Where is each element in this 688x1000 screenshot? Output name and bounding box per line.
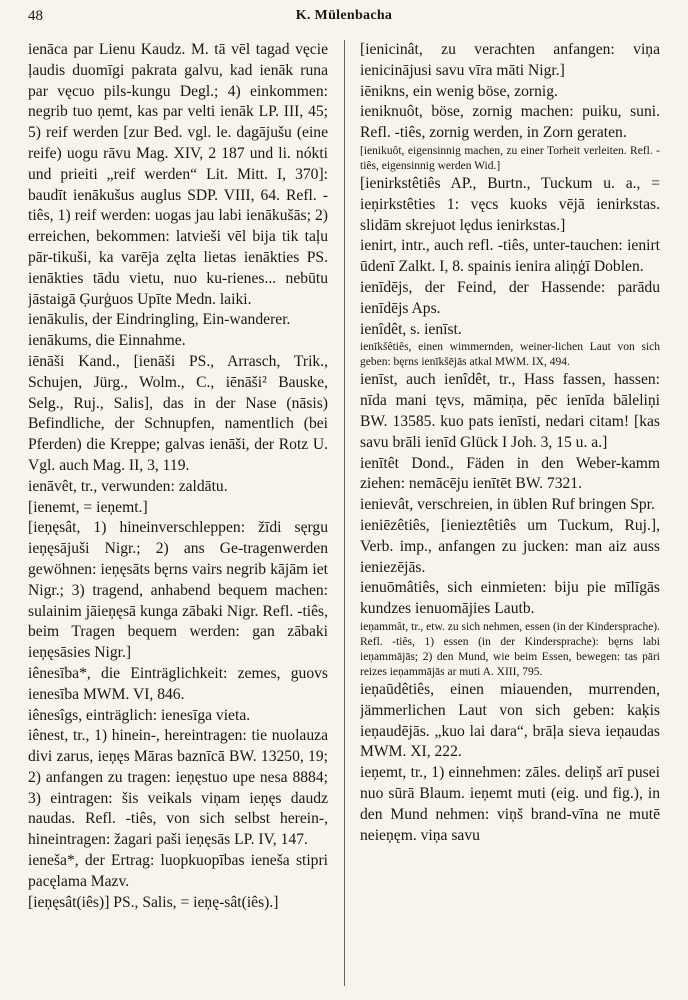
page-header [28,8,660,36]
dictionary-entry: ienîdêt, s. ienīst. [360,320,462,338]
dictionary-entry: ieņemt, tr., 1) einnehmen: zāles. deliņš arī pusei nuo sūrā Blaum. ieņemt muti (eig. und fig.), in den Mund nehmen: viņš brand-vīna ne mutē neieņęm. viņa savu [360,764,660,844]
dictionary-entry: ienirt, intr., auch refl. -tiês, unter-tauchen: ienirt ūdenī Zalkt. I, 8. spainis ienira aliņģī Doblen. [360,237,660,276]
dictionary-entry: ienākums, die Einnahme. [28,332,186,350]
dictionary-entry: [ienirkstêtiês AP., Burtn., Tuckum u. a., = ieņirkstêties 1: vęcs kuoks vējā ienirkstas. slidām skrejuot lędus ienirkstas.] [360,174,660,234]
right-column [360,40,660,990]
dictionary-entry: [ienemt, = ieņemt.] [28,498,148,516]
column-divider [344,40,345,986]
dictionary-entry: iênesîgs, einträglich: ienesīga vieta. [28,706,251,724]
dictionary-entry: iênest, tr., 1) hinein-, hereintragen: tie nuolauza divi zarus, ieņęs Māras baznīcā BW. 13250, 19; 2) anfangen zu tragen: ieņęstuo upe nesa 8884; 3) eintragen: šis veikals viņam ieņęs daudz naudas. Refl. -tiês, von sich selbst herein-, hineintragen: žagari paši ieņęsās LP. IV, 147. [28,727,328,849]
dictionary-entry: ienievât, verschreien, in üblen Ruf bringen Spr. [360,496,655,514]
dictionary-entry: ieneša*, der Ertrag: luopkuopības ieneša stipri pacęlama Mazv. [28,852,328,890]
dictionary-entry: ienīkšêtiês, einen wimmernden, weiner-lichen Laut von sich geben: bęrns ienīkšējās atkal MWM. IX, 494. [360,341,660,369]
dictionary-entry: ienāca par Lienu Kaudz. M. tā vēl tagad vęcie ļaudis duomīgi pakrata galvu, kad ienāk runa par vęcuo pils-kungu Degl.; 4) einkommen: negrib tuo ņemt, kas par velti ienāk LP. III, 45; 5) reif werden [zur Bed. vgl. le. dagājušu (eine reife) uogu rāvu Mag. XIV, 2 187 und li. nókti und prieiti „reif werden“ Lit. Mitt. I, 370]: baudīt ienākušus auglus SDP. VIII, 64. Refl. -tiês, 1) reif werden: uogas jau labi ienākušās; 2) erreichen, bekommen: latvieši vēl bija tik taļu pār-tikuši, ka varēja zęlta lietas ienākties PS. ienākties tādu vietu, nuo ku-rienes... nebūtu jāstaigā Ģurģuos Upīte Medn. laiki. [28,41,328,308]
left-column [28,40,328,990]
dictionary-entry: ieņammât, tr., etw. zu sich nehmen, essen (in der Kindersprache). Refl. -tiês, 1) essen (in der Kindersprache): bęrns labi ieņammājās; 2) den Mund, wie beim Essen, bewegen: tas pāri reizes ieņammājās ar muti A. XIII, 795. [360,620,660,678]
dictionary-entry: [ieņęsât, 1) hineinverschleppen: žīdi sęrgu ieņęsājuši Nigr.; 2) ans Ge-tragenwerden gewöhnen: ieņęsāts bęrns vairs negrib kājām iet Nigr.; 3) tragend, anhabend bequem machen: sulainim jāieņęsā kunga zābaki Nigr. Refl. -tiês, beim Tragen bequem werden: gan zābaki ieņęsāsies Nigr.] [28,519,328,662]
dictionary-entry: ienīdējs, der Feind, der Hassende: parādu ienīdējs Aps. [360,278,660,317]
dictionary-entry: ienāvêt, tr., verwunden: zaldātu. [28,477,228,495]
dictionary-entry: ieniknuôt, böse, zornig machen: puiku, suni. Refl. -tiês, zornig werden, in Zorn geraten. [360,103,660,142]
dictionary-entry: iênesība*, die Einträglichkeit: zemes, guovs ienesība MWM. VI, 846. [28,664,328,703]
dictionary-entry: ienītêt Dond., Fäden in den Weber-kamm ziehen: nemācēju ienītēt BW. 7321. [360,454,660,493]
dictionary-entry: ieniēzêtiês, [ienieztêtiês um Tuckum, Ruj.], Verb. imp., anfangen zu jucken: man aiz auss ieniezējās. [360,516,660,576]
dictionary-entry: [ienikuôt, eigensinnig machen, zu einer Torheit verleiten. Refl. -tiês, eigensinnig werden Wid.] [360,144,660,172]
dictionary-entry: ienuōmâtiês, sich einmieten: biju pie mīlīgās kundzes ienuomājies Lautb. [360,579,660,618]
dictionary-entry: [ieņęsât(iês)] PS., Salis, = ieņę-sât(iês).] [28,893,279,911]
dictionary-entry: ieņaūdêtiês, einen miauenden, murrenden, jämmerlichen Laut von sich geben: kaķis ieņaudējās. „kuo lai dara“, brāļa sieva ieņaudas MWM. XI, 222. [360,680,660,761]
dictionary-entry: [ienicinât, zu verachten anfangen: viņa ienicinājusi savu vīra māti Nigr.] [360,41,660,79]
dictionary-entry: iēnāši Kand., [ienāši PS., Arrasch, Trik., Schujen, Jürg., Wolm., C., iēnāši² Bauske, Selg., Ruj., Salis], das in der Nase (nāsis) Befindliche, der Schnupfen, namentlich (bei Pferden) die Kreppe; galvas ienāši, der Rotz U. Vgl. auch Mag. II, 3, 119. [28,352,328,474]
page-number: 48 [28,8,43,24]
running-head: K. Mülenbacha [295,8,393,23]
dictionary-entry: ienīst, auch ienîdêt, tr., Hass fassen, hassen: nīda mani tęvs, māmiņa, pēc ienīda bāleliņi BW. 13585. kuo pats ienīsti, nedari citam! [kas savu brāli ienīd Glück I Joh. 3, 15 u. a.] [360,371,660,451]
dictionary-entry: ienākulis, der Eindringling, Ein-wanderer. [28,311,291,329]
dictionary-entry: iēnikns, ein wenig böse, zornig. [360,82,558,100]
